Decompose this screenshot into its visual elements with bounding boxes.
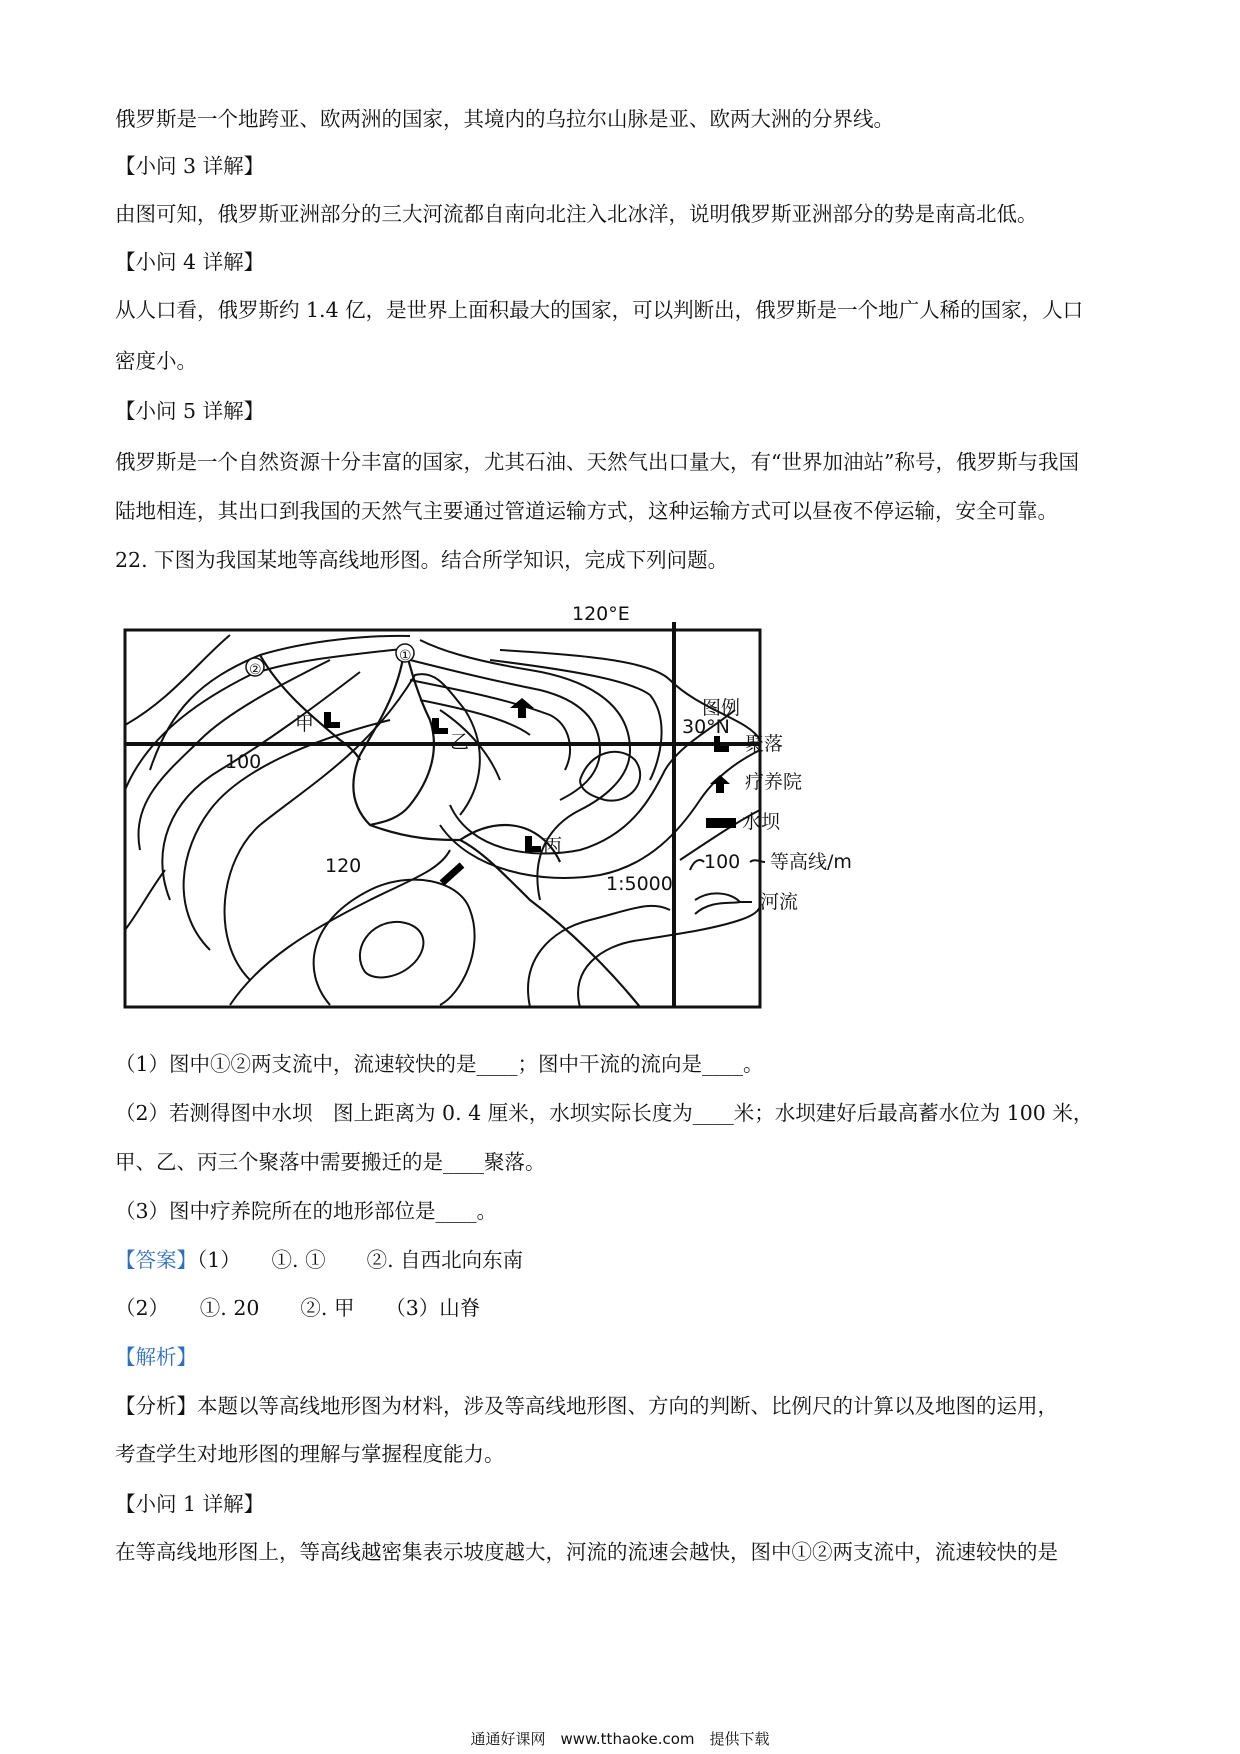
contour-line: [125, 870, 165, 930]
legend-contour-label: 等高线/m: [770, 851, 852, 873]
line-1: 俄罗斯是一个地跨亚、欧两洲的国家，其境内的乌拉尔山脉是亚、欧两大洲的分界线。: [115, 107, 894, 131]
legend-contour-tail: [750, 860, 765, 862]
tributary-2-label: ②: [249, 662, 262, 678]
question-2-line2: 甲、乙、丙三个聚落中需要搬迁的是____聚落。: [115, 1150, 546, 1174]
legend-dam-label: 水坝: [742, 811, 781, 833]
settlement-bing-symbol: [525, 836, 541, 852]
contour-map: [110, 600, 1110, 1020]
contour-line: [360, 922, 424, 978]
contour-line: [580, 752, 640, 801]
analysis-label: 【解析】: [115, 1345, 197, 1369]
settlement-yi-label: 乙: [450, 731, 470, 753]
legend-contour-value: 100: [704, 851, 741, 873]
contour-line: [578, 905, 760, 1007]
legend-sanatorium-label: 疗养院: [745, 771, 803, 793]
contour-120-label: 120: [325, 855, 362, 877]
footer: 通通好课网 www.tthaoke.com 提供下载: [470, 1730, 770, 1748]
answer-text-1: （1） ①. ① ②. 自西北向东南: [197, 1248, 524, 1272]
latitude-label: 30°N: [682, 716, 730, 738]
analysis-line-2: 考查学生对地形图的理解与掌握程度能力。: [115, 1442, 505, 1466]
sanatorium-symbol: [510, 698, 534, 718]
longitude-label: 120°E: [572, 603, 630, 625]
legend-title: 图例: [702, 697, 741, 719]
river-tributary-1: [370, 645, 434, 825]
contour-line: [420, 640, 630, 900]
line-8: 俄罗斯是一个自然资源十分丰富的国家，尤其石油、天然气出口量大，有“世界加油站”称号，俄罗斯与我国: [115, 450, 1079, 474]
contour-100-label: 100: [225, 751, 262, 773]
heading-q4: 【小问 4 详解】: [115, 250, 265, 274]
settlement-bing-label: 丙: [543, 835, 563, 857]
line-5: 从人口看，俄罗斯约 1.4 亿，是世界上面积最大的国家，可以判断出，俄罗斯是一个地广人稀的国家，人口: [115, 298, 1084, 322]
analysis-line-1: 【分析】本题以等高线地形图为材料，涉及等高线地形图、方向的判断、比例尺的计算以及地图的运用，: [115, 1394, 1058, 1418]
scale-label: 1:5000: [606, 873, 673, 895]
answer-label: 【答案】: [115, 1248, 197, 1272]
answer-line-2: （2） ①. 20 ②. 甲 （3）山脊: [115, 1296, 481, 1320]
dam: [442, 865, 462, 883]
contour-line: [314, 880, 475, 1005]
contour-line: [528, 906, 670, 1007]
heading-q3: 【小问 3 详解】: [115, 154, 265, 178]
question-3: （3）图中疗养院所在的地形部位是____。: [115, 1199, 498, 1223]
legend-settlement-label: 聚落: [745, 733, 784, 755]
settlement-jia-label: 甲: [295, 713, 315, 735]
settlement-yi-symbol: [432, 718, 448, 734]
legend-contour-icon: [690, 860, 704, 870]
contour-line: [125, 648, 410, 790]
settlement-jia-symbol: [324, 712, 340, 728]
legend-river-icon: [695, 893, 752, 914]
question-22: 22. 下图为我国某地等高线地形图。结合所学知识，完成下列问题。: [115, 548, 729, 572]
line-6: 密度小。: [115, 349, 197, 373]
question-2-line1: （2）若测得图中水坝 图上距离为 0. 4 厘米，水坝实际长度为____米；水坝建好后最高蓄水位为 100 米，: [115, 1101, 1094, 1125]
heading-q5: 【小问 5 详解】: [115, 399, 265, 423]
heading-q1: 【小问 1 详解】: [115, 1492, 265, 1516]
line-9: 陆地相连，其出口到我国的天然气主要通过管道运输方式，这种运输方式可以昼夜不停运输，安全可靠。: [115, 499, 1058, 523]
legend-dam-icon: [706, 818, 736, 828]
question-1: （1）图中①②两支流中，流速较快的是____；图中干流的流向是____。: [115, 1052, 764, 1076]
legend-river-label: 河流: [760, 891, 799, 913]
tributary-1-label: ①: [399, 648, 412, 664]
legend-sanatorium-icon: [710, 775, 730, 793]
analysis-line-4: 在等高线地形图上，等高线越密集表示坡度越大，河流的流速会越快，图中①②两支流中，流速较快的是: [115, 1540, 1058, 1564]
line-3: 由图可知，俄罗斯亚洲部分的三大河流都自南向北注入北冰洋，说明俄罗斯亚洲部分的势是南高北低。: [115, 202, 1038, 226]
answer-line-1: [115, 1246, 523, 1274]
